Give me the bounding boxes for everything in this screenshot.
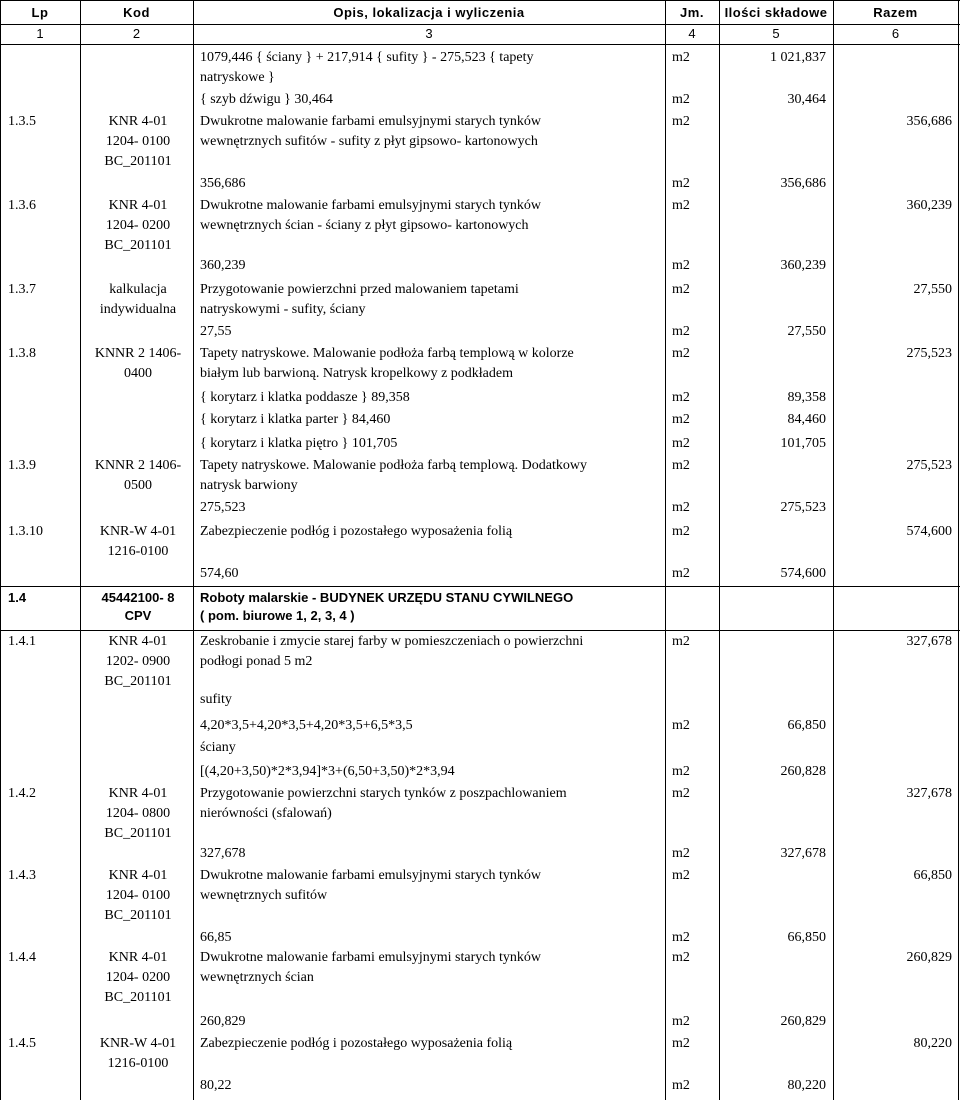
column-number: 1 — [36, 26, 44, 41]
position-code: BC_201101 — [104, 674, 172, 689]
component-quantity: 260,828 — [780, 764, 826, 779]
component-quantity: 89,358 — [787, 390, 826, 405]
position-code: KNNR 2 1406- — [94, 458, 182, 473]
unit: m2 — [672, 458, 690, 473]
column-divider — [80, 0, 81, 1100]
section-title: Roboty malarskie - BUDYNEK URZĘDU STANU CYWILNEGO — [200, 590, 574, 605]
position-code: 0400 — [124, 366, 152, 381]
position-description: Tapety natryskowe. Malowanie podłoża farbą templową w kolorze — [200, 346, 574, 361]
calc-line: { korytarz i klatka poddasze } 89,358 — [200, 390, 410, 405]
position-code: KNR-W 4-01 — [99, 1036, 177, 1051]
unit: m2 — [672, 198, 690, 213]
position-code: 1204- 0800 — [105, 806, 171, 821]
position-code: 1202- 0900 — [105, 654, 171, 669]
position-code: BC_201101 — [104, 154, 172, 169]
calc-line: { korytarz i klatka parter } 84,460 — [200, 412, 391, 427]
position-code: 1216-0100 — [107, 1056, 169, 1071]
position-code: 1216-0100 — [107, 544, 169, 559]
position-description: Zabezpieczenie podłóg i pozostałego wyposażenia folią — [200, 524, 513, 539]
total-quantity: 327,678 — [906, 786, 952, 801]
calc-line: natryskowe } — [200, 70, 275, 85]
unit: m2 — [672, 50, 690, 65]
calc-line: 66,85 — [200, 930, 232, 945]
header-lp: Lp — [31, 5, 49, 20]
total-quantity: 27,550 — [913, 282, 952, 297]
calc-line: ściany — [200, 740, 236, 755]
component-quantity: 260,829 — [780, 1014, 826, 1029]
position-code: BC_201101 — [104, 908, 172, 923]
unit: m2 — [672, 258, 690, 273]
calc-line: 4,20*3,5+4,20*3,5+4,20*3,5+6,5*3,5 — [200, 718, 413, 733]
calc-line: 80,22 — [200, 1078, 232, 1093]
unit: m2 — [672, 1014, 690, 1029]
calc-line: 327,678 — [200, 846, 246, 861]
unit: m2 — [672, 282, 690, 297]
unit: m2 — [672, 1078, 690, 1093]
position-code: KNR-W 4-01 — [99, 524, 177, 539]
calc-line: 574,60 — [200, 566, 239, 581]
calc-line: 27,55 — [200, 324, 232, 339]
position-number: 1.4.4 — [8, 950, 36, 965]
component-quantity: 80,220 — [787, 1078, 826, 1093]
position-description: wewnętrznych ścian - ściany z płyt gipsowo- kartonowych — [200, 218, 529, 233]
table-border-top — [0, 0, 960, 1]
position-code: KNR 4-01 — [108, 634, 168, 649]
table-border-right — [958, 0, 959, 1100]
component-quantity: 360,239 — [780, 258, 826, 273]
unit: m2 — [672, 950, 690, 965]
unit: m2 — [672, 1036, 690, 1051]
total-quantity: 275,523 — [906, 458, 952, 473]
calc-line: { korytarz i klatka piętro } 101,705 — [200, 436, 398, 451]
position-description: Dwukrotne malowanie farbami emulsyjnymi starych tynków — [200, 950, 541, 965]
position-code: 1204- 0200 — [105, 970, 171, 985]
position-description: natrysk barwiony — [200, 478, 298, 493]
component-quantity: 574,600 — [780, 566, 826, 581]
unit: m2 — [672, 868, 690, 883]
position-description: Przygotowanie powierzchni starych tynków z poszpachlowaniem — [200, 786, 567, 801]
column-number: 5 — [772, 26, 780, 41]
unit: m2 — [672, 524, 690, 539]
position-code: KNR 4-01 — [108, 114, 168, 129]
unit: m2 — [672, 500, 690, 515]
position-code: 1204- 0100 — [105, 134, 171, 149]
position-description: Przygotowanie powierzchni przed malowaniem tapetami — [200, 282, 519, 297]
position-code: BC_201101 — [104, 826, 172, 841]
position-number: 1.3.10 — [8, 524, 43, 539]
component-quantity: 1 021,837 — [770, 50, 826, 65]
position-number: 1.4.1 — [8, 634, 36, 649]
header-jm: Jm. — [680, 5, 704, 20]
section-subtitle: ( pom. biurowe 1, 2, 3, 4 ) — [200, 608, 355, 623]
total-quantity: 574,600 — [906, 524, 952, 539]
unit: m2 — [672, 412, 690, 427]
position-code: KNR 4-01 — [108, 198, 168, 213]
header-opis: Opis, lokalizacja i wyliczenia — [333, 5, 525, 20]
unit: m2 — [672, 346, 690, 361]
position-code: KNR 4-01 — [108, 950, 168, 965]
calc-line: 1079,446 { ściany } + 217,914 { sufity } - 275,523 { tapety — [200, 50, 534, 65]
position-description: Zeskrobanie i zmycie starej farby w pomieszczeniach o powierzchni — [200, 634, 584, 649]
position-description: Zabezpieczenie podłóg i pozostałego wyposażenia folią — [200, 1036, 513, 1051]
position-number: 1.4.3 — [8, 868, 36, 883]
component-quantity: 327,678 — [780, 846, 826, 861]
table-border-left — [0, 0, 1, 1100]
position-description: Dwukrotne malowanie farbami emulsyjnymi starych tynków — [200, 198, 541, 213]
position-description: wewnętrznych sufitów - sufity z płyt gipsowo- kartonowych — [200, 134, 538, 149]
position-number: 1.3.9 — [8, 458, 36, 473]
calc-line: 260,829 — [200, 1014, 246, 1029]
component-quantity: 275,523 — [780, 500, 826, 515]
section-code: 45442100- 8 — [101, 590, 175, 605]
component-quantity: 84,460 — [787, 412, 826, 427]
total-quantity: 360,239 — [906, 198, 952, 213]
header-razem: Razem — [873, 5, 918, 20]
component-quantity: 101,705 — [780, 436, 826, 451]
unit: m2 — [672, 566, 690, 581]
component-quantity: 356,686 — [780, 176, 826, 191]
unit: m2 — [672, 390, 690, 405]
position-description: Dwukrotne malowanie farbami emulsyjnymi starych tynków — [200, 868, 541, 883]
unit: m2 — [672, 92, 690, 107]
component-quantity: 66,850 — [787, 718, 826, 733]
position-number: 1.3.5 — [8, 114, 36, 129]
position-code: BC_201101 — [104, 990, 172, 1005]
column-divider — [193, 0, 194, 1100]
unit: m2 — [672, 176, 690, 191]
position-description: wewnętrznych ścian — [200, 970, 314, 985]
position-code: 0500 — [124, 478, 152, 493]
position-number: 1.4.2 — [8, 786, 36, 801]
position-description: natryskowymi - sufity, ściany — [200, 302, 366, 317]
unit: m2 — [672, 324, 690, 339]
unit: m2 — [672, 764, 690, 779]
calc-line: [(4,20+3,50)*2*3,94]*3+(6,50+3,50)*2*3,94 — [200, 764, 455, 779]
calc-line: { szyb dźwigu } 30,464 — [200, 92, 333, 107]
header-ilosci: Ilości składowe — [724, 5, 828, 20]
unit: m2 — [672, 634, 690, 649]
column-number: 2 — [132, 26, 141, 41]
position-number: 1.4.5 — [8, 1036, 36, 1051]
position-code: kalkulacja — [109, 282, 167, 297]
row-divider — [0, 586, 960, 587]
position-number: 1.3.6 — [8, 198, 36, 213]
column-number: 4 — [688, 26, 696, 41]
position-description: białym lub barwioną. Natrysk kropelkowy z podkładem — [200, 366, 513, 381]
position-description: Tapety natryskowe. Malowanie podłoża farbą templową. Dodatkowy — [200, 458, 588, 473]
position-code: KNR 4-01 — [108, 786, 168, 801]
position-description: wewnętrznych sufitów — [200, 888, 328, 903]
calc-line: sufity — [200, 692, 232, 707]
calc-line: 360,239 — [200, 258, 246, 273]
total-quantity: 66,850 — [913, 868, 952, 883]
unit: m2 — [672, 786, 690, 801]
position-number: 1.3.7 — [8, 282, 36, 297]
column-number: 6 — [891, 26, 900, 41]
column-number: 3 — [425, 26, 433, 41]
component-quantity: 27,550 — [787, 324, 826, 339]
calc-line: 356,686 — [200, 176, 246, 191]
position-description: Dwukrotne malowanie farbami emulsyjnymi starych tynków — [200, 114, 541, 129]
calc-line: 275,523 — [200, 500, 246, 515]
position-number: 1.3.8 — [8, 346, 36, 361]
total-quantity: 327,678 — [906, 634, 952, 649]
row-divider — [0, 44, 960, 45]
row-divider — [0, 630, 960, 631]
position-code: indywidualna — [99, 302, 177, 317]
section-code: CPV — [124, 608, 152, 623]
section-number: 1.4 — [8, 590, 27, 605]
unit: m2 — [672, 436, 690, 451]
header-kod: Kod — [123, 5, 150, 20]
unit: m2 — [672, 718, 690, 733]
position-code: 1204- 0200 — [105, 218, 171, 233]
position-code: BC_201101 — [104, 238, 172, 253]
unit: m2 — [672, 846, 690, 861]
component-quantity: 30,464 — [787, 92, 826, 107]
position-description: podłogi ponad 5 m2 — [200, 654, 313, 669]
unit: m2 — [672, 114, 690, 129]
total-quantity: 356,686 — [906, 114, 952, 129]
total-quantity: 260,829 — [906, 950, 952, 965]
position-description: nierówności (sfalowań) — [200, 806, 332, 821]
total-quantity: 275,523 — [906, 346, 952, 361]
unit: m2 — [672, 930, 690, 945]
position-code: 1204- 0100 — [105, 888, 171, 903]
component-quantity: 66,850 — [787, 930, 826, 945]
position-code: KNNR 2 1406- — [94, 346, 182, 361]
column-divider — [833, 0, 834, 1100]
total-quantity: 80,220 — [913, 1036, 952, 1051]
position-code: KNR 4-01 — [108, 868, 168, 883]
column-divider — [665, 0, 666, 1100]
row-divider — [0, 24, 960, 25]
